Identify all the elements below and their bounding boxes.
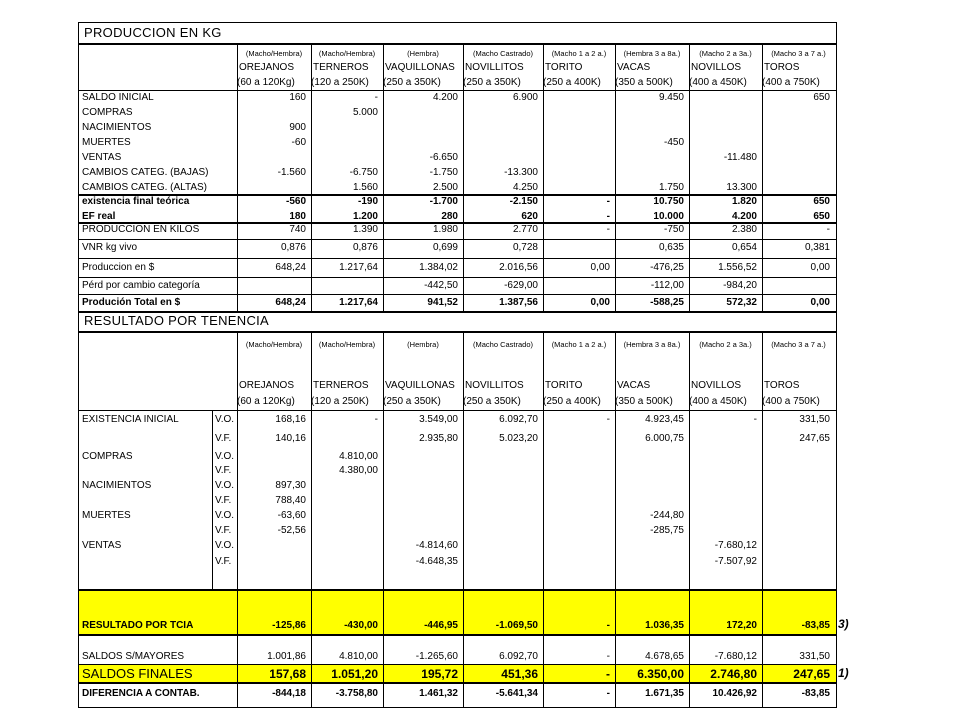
table-row bbox=[79, 121, 836, 135]
column-name: VACAS bbox=[617, 380, 651, 391]
table-cell: 0,654 bbox=[731, 242, 757, 253]
column-range: (350 a 500K) bbox=[615, 77, 673, 88]
row-label: CAMBIOS CATEG. (BAJAS) bbox=[82, 167, 209, 178]
column-name: VAQUILLONAS bbox=[385, 62, 455, 73]
table-cell: 1.390 bbox=[352, 224, 378, 235]
saldos-mayores-row bbox=[79, 650, 836, 664]
column-notes-row bbox=[79, 47, 836, 61]
table-cell: 650 bbox=[813, 92, 830, 103]
grid-line bbox=[79, 194, 836, 196]
table-cell: -750 bbox=[663, 224, 684, 235]
table-row bbox=[79, 241, 836, 255]
column-name: NOVILLOS bbox=[691, 62, 742, 73]
table-cell: 13.300 bbox=[726, 182, 757, 193]
table-cell: -3.758,80 bbox=[335, 688, 378, 699]
resultado-row bbox=[79, 619, 836, 633]
table-cell: 0,728 bbox=[512, 242, 538, 253]
grid-line bbox=[79, 589, 836, 591]
table-row bbox=[79, 539, 836, 553]
row-sublabel: V.O. bbox=[215, 451, 235, 462]
table-cell: -190 bbox=[357, 196, 378, 207]
table-cell: -6.750 bbox=[349, 167, 378, 178]
column-note: (Macho/Hembra) bbox=[318, 49, 376, 58]
column-note: (Macho/Hembra) bbox=[245, 340, 303, 349]
column-range: (250 a 350K) bbox=[463, 77, 521, 88]
table-cell: 1.051,20 bbox=[331, 667, 378, 681]
table-cell: 1.461,32 bbox=[419, 688, 458, 699]
column-name: VACAS bbox=[617, 62, 651, 73]
table-cell: 0,876 bbox=[352, 242, 378, 253]
table-cell: -476,25 bbox=[650, 262, 684, 273]
grid-line-vertical bbox=[543, 43, 544, 311]
row-sublabel: V.O. bbox=[215, 540, 235, 551]
table-cell: 10.750 bbox=[653, 196, 684, 207]
table-cell: 1.556,52 bbox=[718, 262, 757, 273]
row-label: CAMBIOS CATEG. (ALTAS) bbox=[82, 182, 208, 193]
row-label: RESULTADO POR TCIA bbox=[82, 620, 194, 631]
note-3: 3) bbox=[838, 617, 849, 631]
row-label: COMPRAS bbox=[82, 451, 133, 462]
table-cell: 331,50 bbox=[799, 651, 830, 662]
row-label: EF real bbox=[82, 211, 116, 222]
table-row bbox=[79, 261, 836, 275]
row-sublabel: V.F. bbox=[215, 465, 232, 476]
table-cell: - bbox=[606, 620, 610, 631]
table-cell: 331,50 bbox=[799, 414, 830, 425]
table-cell: 10.000 bbox=[653, 211, 684, 222]
column-note: (Hembra 3 a 8a.) bbox=[623, 49, 681, 58]
grid-line bbox=[79, 410, 836, 411]
table-cell: 6.900 bbox=[512, 92, 538, 103]
column-note: (Hembra) bbox=[407, 49, 439, 58]
table-cell: - bbox=[606, 224, 610, 235]
table-cell: 1.750 bbox=[658, 182, 684, 193]
table-row bbox=[79, 524, 836, 538]
table-cell: 160 bbox=[289, 92, 306, 103]
section2-title bbox=[79, 313, 836, 331]
table-cell: 572,32 bbox=[726, 297, 757, 308]
table-cell: - bbox=[374, 92, 378, 103]
row-label: DIFERENCIA A CONTAB. bbox=[82, 688, 200, 699]
column-name: OREJANOS bbox=[239, 62, 295, 73]
column-range: (400 a 450K) bbox=[689, 396, 747, 407]
column-ranges-row bbox=[79, 395, 836, 409]
table-cell: 172,20 bbox=[726, 620, 757, 631]
table-row bbox=[79, 136, 836, 150]
table-cell: 2.016,56 bbox=[499, 262, 538, 273]
table-cell: 4.678,65 bbox=[645, 651, 684, 662]
table-cell: 10.426,92 bbox=[712, 688, 757, 699]
table-cell: - bbox=[826, 224, 830, 235]
column-range: (350 a 500K) bbox=[615, 396, 673, 407]
table-cell: 941,52 bbox=[427, 297, 458, 308]
row-label: Produción Total en $ bbox=[82, 297, 181, 308]
table-cell: 0,00 bbox=[810, 262, 830, 273]
table-cell: 4.810,00 bbox=[339, 651, 378, 662]
table-cell: -629,00 bbox=[504, 280, 538, 291]
grid-line bbox=[79, 222, 836, 224]
row-sublabel: V.O. bbox=[215, 510, 235, 521]
row-sublabel: V.F. bbox=[215, 495, 232, 506]
table-cell: -430,00 bbox=[344, 620, 378, 631]
column-range: (60 a 120Kg) bbox=[237, 77, 295, 88]
table-cell: 195,72 bbox=[421, 667, 458, 681]
grid-line-vertical bbox=[237, 43, 238, 311]
column-name: TERNEROS bbox=[313, 62, 369, 73]
table-cell: 140,16 bbox=[275, 433, 306, 444]
table-cell: -1.560 bbox=[277, 167, 306, 178]
column-name: TORITO bbox=[545, 380, 583, 391]
table-cell: -588,25 bbox=[650, 297, 684, 308]
table-cell: -83,85 bbox=[801, 688, 830, 699]
table-cell: 180 bbox=[289, 211, 306, 222]
table-cell: 620 bbox=[521, 211, 538, 222]
grid-line-vertical bbox=[311, 43, 312, 311]
table-cell: 5.023,20 bbox=[499, 433, 538, 444]
column-name: TOROS bbox=[764, 380, 800, 391]
table-cell: 650 bbox=[813, 196, 830, 207]
row-sublabel: V.F. bbox=[215, 556, 232, 567]
grid-line bbox=[79, 277, 836, 278]
grid-line-vertical bbox=[383, 331, 384, 707]
table-row bbox=[79, 106, 836, 120]
table-cell: - bbox=[374, 414, 378, 425]
table-cell: 4.200 bbox=[731, 211, 757, 222]
column-names-row bbox=[79, 61, 836, 75]
grid-line bbox=[79, 331, 836, 333]
section1-title bbox=[79, 25, 836, 43]
table-row bbox=[79, 91, 836, 105]
table-cell: -1.069,50 bbox=[495, 620, 538, 631]
column-note: (Macho 3 a 7 a.) bbox=[771, 49, 826, 58]
column-note: (Macho 3 a 7 a.) bbox=[771, 340, 826, 349]
row-label: VENTAS bbox=[82, 540, 122, 551]
table-row bbox=[79, 555, 836, 569]
column-name: NOVILLITOS bbox=[465, 380, 524, 391]
grid-line-vertical bbox=[212, 411, 213, 589]
table-cell: 4.923,45 bbox=[645, 414, 684, 425]
table-cell: 9.450 bbox=[658, 92, 684, 103]
table-row bbox=[79, 195, 836, 209]
table-cell: 0,876 bbox=[280, 242, 306, 253]
column-note: (Macho 1 a 2 a.) bbox=[551, 49, 607, 58]
table-cell: 1.217,64 bbox=[339, 262, 378, 273]
column-name: TERNEROS bbox=[313, 380, 369, 391]
row-label: SALDO INICIAL bbox=[82, 92, 154, 103]
column-range: (250 a 400K) bbox=[543, 77, 601, 88]
grid-line-vertical bbox=[463, 43, 464, 311]
table-cell: 1.980 bbox=[432, 224, 458, 235]
table-row bbox=[79, 279, 836, 293]
table-cell: 0,00 bbox=[590, 262, 610, 273]
grid-line bbox=[79, 294, 836, 295]
row-sublabel: V.F. bbox=[215, 433, 232, 444]
table-row bbox=[79, 166, 836, 180]
column-note: (Hembra 3 a 8a.) bbox=[623, 340, 681, 349]
table-cell: 1.560 bbox=[352, 182, 378, 193]
table-cell: -1.750 bbox=[429, 167, 458, 178]
table-cell: -11.480 bbox=[723, 152, 757, 163]
table-cell: -52,56 bbox=[277, 525, 306, 536]
column-range: (250 a 350K) bbox=[463, 396, 521, 407]
column-note: (Macho 2 a 3a.) bbox=[699, 49, 752, 58]
grid-line-vertical bbox=[543, 331, 544, 707]
table-cell: 648,24 bbox=[275, 297, 306, 308]
row-sublabel: V.F. bbox=[215, 525, 232, 536]
table-cell: -442,50 bbox=[424, 280, 458, 291]
table-row bbox=[79, 479, 836, 493]
table-cell: -63,60 bbox=[277, 510, 306, 521]
table-cell: 648,24 bbox=[275, 262, 306, 273]
column-notes-row bbox=[79, 338, 836, 352]
table-cell: -13.300 bbox=[504, 167, 538, 178]
table-cell: 788,40 bbox=[275, 495, 306, 506]
column-names-row bbox=[79, 379, 836, 393]
table-cell: 0,00 bbox=[810, 297, 830, 308]
section-title: RESULTADO POR TENENCIA bbox=[84, 314, 270, 328]
column-range: (400 a 750K) bbox=[762, 77, 820, 88]
table-row bbox=[79, 464, 836, 478]
table-cell: -450 bbox=[663, 137, 684, 148]
grid-line-vertical bbox=[383, 43, 384, 311]
grid-line-vertical bbox=[689, 43, 690, 311]
column-note: (Macho 2 a 3a.) bbox=[699, 340, 752, 349]
grid-line-vertical bbox=[762, 43, 763, 311]
table-cell: 5.000 bbox=[352, 107, 378, 118]
table-row bbox=[79, 494, 836, 508]
table-row bbox=[79, 151, 836, 165]
grid-line-vertical bbox=[762, 331, 763, 707]
table-cell: -7.680,12 bbox=[714, 651, 757, 662]
table-cell: 451,36 bbox=[501, 667, 538, 681]
table-cell: - bbox=[753, 414, 757, 425]
table-cell: 897,30 bbox=[275, 480, 306, 491]
grid-line bbox=[79, 634, 836, 636]
table-cell: 4.250 bbox=[512, 182, 538, 193]
table-cell: 900 bbox=[289, 122, 306, 133]
row-label: COMPRAS bbox=[82, 107, 133, 118]
row-label: EXISTENCIA INICIAL bbox=[82, 414, 179, 425]
table-cell: -446,95 bbox=[424, 620, 458, 631]
row-label: Produccion en $ bbox=[82, 262, 155, 273]
saldos-finales-row bbox=[79, 666, 836, 682]
grid-line-vertical bbox=[237, 331, 238, 707]
table-cell: - bbox=[606, 651, 610, 662]
column-note: (Macho Castrado) bbox=[472, 49, 534, 58]
grid-line bbox=[79, 239, 836, 240]
table-cell: 4.380,00 bbox=[339, 465, 378, 476]
table-cell: 1.387,56 bbox=[499, 297, 538, 308]
table-cell: -1.700 bbox=[429, 196, 458, 207]
column-note: (Hembra) bbox=[407, 340, 439, 349]
table-cell: 0,00 bbox=[590, 297, 610, 308]
table-cell: -83,85 bbox=[801, 620, 830, 631]
column-name: TORITO bbox=[545, 62, 583, 73]
grid-line-vertical bbox=[463, 331, 464, 707]
table-cell: -125,86 bbox=[272, 620, 306, 631]
table-cell: - bbox=[606, 688, 610, 699]
table-cell: -285,75 bbox=[650, 525, 684, 536]
grid-line-vertical bbox=[615, 331, 616, 707]
table-cell: 6.092,70 bbox=[499, 651, 538, 662]
table-cell: -4.814,60 bbox=[415, 540, 458, 551]
table-cell: 157,68 bbox=[269, 667, 306, 681]
table-cell: - bbox=[606, 414, 610, 425]
column-ranges-row bbox=[79, 76, 836, 90]
table-cell: -4.648,35 bbox=[415, 556, 458, 567]
table-cell: -244,80 bbox=[650, 510, 684, 521]
column-range: (250 a 350K) bbox=[383, 396, 441, 407]
table-cell: 1.820 bbox=[731, 196, 757, 207]
table-cell: 2.935,80 bbox=[419, 433, 458, 444]
note-1: 1) bbox=[838, 666, 849, 680]
table-cell: 6.092,70 bbox=[499, 414, 538, 425]
table-cell: - bbox=[606, 211, 610, 222]
table-cell: -560 bbox=[285, 196, 306, 207]
column-range: (250 a 400K) bbox=[543, 396, 601, 407]
column-name: OREJANOS bbox=[239, 380, 295, 391]
table-row bbox=[79, 413, 836, 427]
row-label: VNR kg vivo bbox=[82, 242, 138, 253]
row-label: NACIMIENTOS bbox=[82, 480, 152, 491]
row-label: existencia final teórica bbox=[82, 196, 190, 207]
column-range: (60 a 120Kg) bbox=[237, 396, 295, 407]
column-range: (120 a 250K) bbox=[311, 77, 369, 88]
grid-line-vertical bbox=[615, 43, 616, 311]
table-cell: 740 bbox=[289, 224, 306, 235]
table-row bbox=[79, 432, 836, 446]
grid-line bbox=[79, 43, 836, 45]
table-cell: 6.350,00 bbox=[637, 667, 684, 681]
diferencia-row bbox=[79, 687, 836, 701]
table-cell: 0,635 bbox=[658, 242, 684, 253]
section-title: PRODUCCION EN KG bbox=[84, 26, 222, 40]
column-name: NOVILLITOS bbox=[465, 62, 524, 73]
grid-line-vertical bbox=[689, 331, 690, 707]
table-cell: 168,16 bbox=[275, 414, 306, 425]
column-note: (Macho Castrado) bbox=[472, 340, 534, 349]
grid-line-vertical bbox=[311, 331, 312, 707]
row-label: SALDOS FINALES bbox=[82, 666, 193, 681]
table-cell: 1.200 bbox=[352, 211, 378, 222]
table-cell: 2.380 bbox=[731, 224, 757, 235]
table-cell: -5.641,34 bbox=[495, 688, 538, 699]
row-label: MUERTES bbox=[82, 137, 131, 148]
table-cell: -60 bbox=[291, 137, 306, 148]
table-cell: -1.265,60 bbox=[415, 651, 458, 662]
table-cell: -7.680,12 bbox=[714, 540, 757, 551]
table-cell: 650 bbox=[813, 211, 830, 222]
table-cell: 247,65 bbox=[793, 667, 830, 681]
table-cell: 4.810,00 bbox=[339, 451, 378, 462]
column-note: (Macho 1 a 2 a.) bbox=[551, 340, 607, 349]
table-cell: 0,699 bbox=[432, 242, 458, 253]
table-cell: 2.746,80 bbox=[710, 667, 757, 681]
table-cell: - bbox=[606, 667, 610, 681]
column-range: (400 a 450K) bbox=[689, 77, 747, 88]
table-cell: 3.549,00 bbox=[419, 414, 458, 425]
column-note: (Macho/Hembra) bbox=[245, 49, 303, 58]
table-cell: -7.507,92 bbox=[714, 556, 757, 567]
table-cell: 1.001,86 bbox=[267, 651, 306, 662]
table-cell: -984,20 bbox=[723, 280, 757, 291]
table-cell: 2.770 bbox=[512, 224, 538, 235]
table-cell: 6.000,75 bbox=[645, 433, 684, 444]
table-cell: 1.036,35 bbox=[645, 620, 684, 631]
column-range: (400 a 750K) bbox=[762, 396, 820, 407]
grid-line bbox=[79, 682, 836, 684]
table-cell: 4.200 bbox=[432, 92, 458, 103]
table-cell: 1.217,64 bbox=[339, 297, 378, 308]
row-label: PRODUCCION EN KILOS bbox=[82, 224, 200, 235]
table-cell: 1.671,35 bbox=[645, 688, 684, 699]
table-row bbox=[79, 296, 836, 310]
column-name: NOVILLOS bbox=[691, 380, 742, 391]
table-cell: -6.650 bbox=[429, 152, 458, 163]
table-row bbox=[79, 450, 836, 464]
table-row bbox=[79, 223, 836, 237]
table-cell: -2.150 bbox=[509, 196, 538, 207]
table-cell: 280 bbox=[441, 211, 458, 222]
table-row bbox=[79, 181, 836, 195]
table-cell: - bbox=[606, 196, 610, 207]
grid-line bbox=[79, 258, 836, 259]
table-cell: 0,381 bbox=[804, 242, 830, 253]
spreadsheet bbox=[78, 22, 837, 708]
table-cell: 1.384,02 bbox=[419, 262, 458, 273]
row-label: Pérd por cambio categoría bbox=[82, 280, 200, 291]
column-name: TOROS bbox=[764, 62, 800, 73]
table-row bbox=[79, 509, 836, 523]
row-sublabel: V.O. bbox=[215, 480, 235, 491]
row-label: MUERTES bbox=[82, 510, 131, 521]
row-label: SALDOS S/MAYORES bbox=[82, 651, 185, 662]
column-range: (250 a 350K) bbox=[383, 77, 441, 88]
column-range: (120 a 250K) bbox=[311, 396, 369, 407]
column-note: (Macho/Hembra) bbox=[318, 340, 376, 349]
table-cell: -844,18 bbox=[272, 688, 306, 699]
row-sublabel: V.O. bbox=[215, 414, 235, 425]
column-name: VAQUILLONAS bbox=[385, 380, 455, 391]
table-cell: 247,65 bbox=[799, 433, 830, 444]
row-label: NACIMIENTOS bbox=[82, 122, 152, 133]
table-cell: 2.500 bbox=[432, 182, 458, 193]
row-label: VENTAS bbox=[82, 152, 122, 163]
table-cell: -112,00 bbox=[650, 280, 684, 291]
